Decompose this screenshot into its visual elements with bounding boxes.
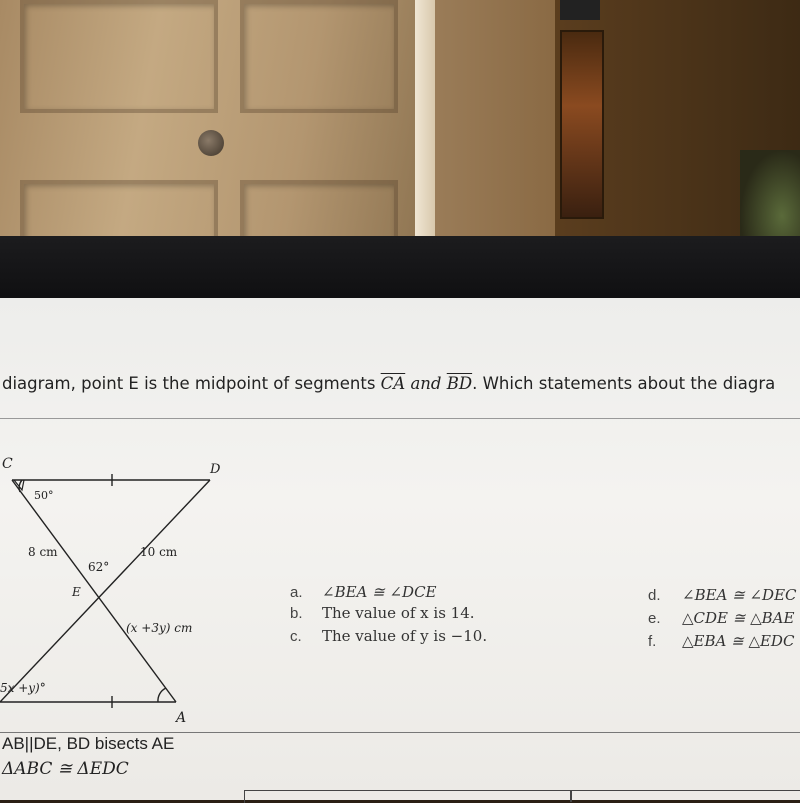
door-panel bbox=[20, 0, 218, 113]
length-ea-label: (x +3y) cm bbox=[126, 621, 193, 635]
length-ce-label: 8 cm bbox=[28, 545, 58, 559]
option-c-letter: c. bbox=[290, 628, 302, 645]
point-d-label: D bbox=[210, 462, 221, 477]
segment-bd-line bbox=[0, 480, 210, 702]
point-a-label: A bbox=[176, 710, 187, 726]
door-panel bbox=[240, 0, 398, 113]
option-f-text[interactable]: △EBA ≅ △EDC bbox=[682, 632, 795, 650]
option-e-text[interactable]: △CDE ≅ △BAE bbox=[682, 609, 795, 627]
wall-poster bbox=[560, 30, 604, 219]
door bbox=[0, 0, 420, 250]
length-ed-label: 10 cm bbox=[140, 545, 178, 559]
background-room bbox=[0, 0, 800, 260]
point-e-label: E bbox=[72, 585, 81, 599]
option-f-letter: f. bbox=[648, 633, 657, 650]
geometry-diagram bbox=[0, 450, 230, 730]
option-b-letter: b. bbox=[290, 605, 303, 622]
question-text: diagram, point E is the midpoint of segments $\overline{CA}$ and $\overline{BD}$. Which statements about the diagra bbox=[2, 374, 776, 393]
segment-ca: $\overline{CA}$ bbox=[380, 374, 406, 393]
segment-ca-line bbox=[12, 480, 176, 702]
option-c-text[interactable]: The value of y is −10. bbox=[322, 627, 488, 645]
door-edge bbox=[415, 0, 435, 250]
angle-c-label: 50° bbox=[34, 489, 54, 502]
poster-top bbox=[560, 0, 600, 20]
prove-statement: ΔABC ≅ ΔEDC bbox=[2, 759, 129, 779]
door-frame bbox=[435, 0, 555, 250]
option-d-text[interactable]: ∠BEA ≅ ∠DEC bbox=[682, 586, 797, 604]
angle-b-label: 5x +y)° bbox=[0, 681, 46, 695]
angle-arc-a bbox=[158, 688, 166, 702]
proof-table bbox=[244, 790, 800, 803]
given-statement: AB||DE, BD bisects AE bbox=[2, 734, 175, 753]
segment-bd: $\overline{BD}$ bbox=[446, 374, 473, 393]
option-a-letter: a. bbox=[290, 584, 303, 601]
option-b-text[interactable]: The value of x is 14. bbox=[322, 604, 475, 622]
option-e-letter: e. bbox=[648, 610, 661, 627]
door-knob bbox=[198, 130, 224, 156]
divider bbox=[0, 732, 800, 733]
monitor-bezel bbox=[0, 236, 800, 306]
divider bbox=[0, 418, 800, 419]
angle-e-label: 62° bbox=[88, 560, 110, 574]
option-a-text[interactable]: ∠BEA ≅ ∠DCE bbox=[322, 583, 437, 601]
option-d-letter: d. bbox=[648, 587, 661, 604]
proof-table-divider bbox=[570, 790, 572, 802]
point-c-label: C bbox=[2, 456, 13, 472]
